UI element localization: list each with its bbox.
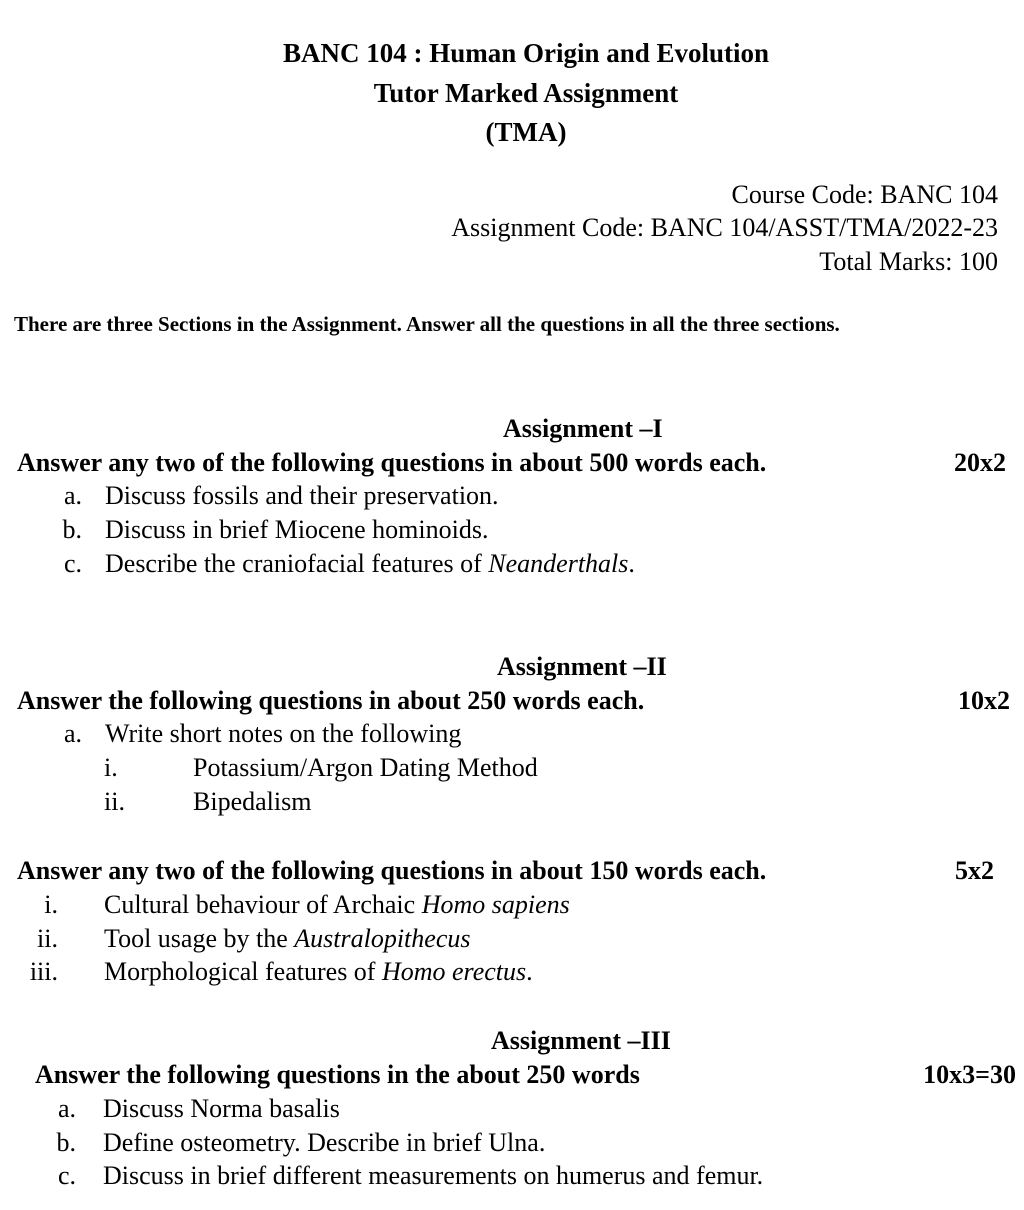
document-abbreviation: (TMA)	[485, 117, 567, 147]
question-text: Discuss fossils and their preservation.	[105, 481, 499, 510]
question-label: b.	[62, 515, 82, 544]
assignment-3-marks: 10x3=30	[923, 1060, 1016, 1089]
question-text: Cultural behaviour of Archaic	[104, 890, 422, 919]
subitem-label: ii.	[104, 787, 125, 816]
assignment-code: Assignment Code: BANC 104/ASST/TMA/2022-23	[451, 213, 998, 242]
question-label: a.	[63, 719, 82, 748]
subitem	[104, 753, 538, 783]
assignment-2-part1-instruction: Answer the following questions in about 250 words each.	[17, 686, 645, 715]
subitem-text: Potassium/Argon Dating Method	[193, 753, 538, 782]
question-item	[50, 1094, 340, 1124]
question-italic-term: Australopithecus	[294, 924, 471, 953]
question-item	[20, 957, 533, 987]
subitem-text: Bipedalism	[193, 787, 312, 816]
question-label: c.	[63, 549, 82, 578]
question-text: Discuss Norma basalis	[103, 1094, 340, 1123]
question-item	[20, 890, 570, 920]
assignment-2-part2-marks: 5x2	[955, 856, 994, 885]
assignment-3-title: Assignment –III	[491, 1026, 671, 1055]
assignment-2-part2-instruction: Answer any two of the following questions in about 150 words each.	[17, 856, 767, 885]
question-text: Describe the craniofacial features of	[105, 549, 489, 578]
assignment-1-instruction: Answer any two of the following questions in about 500 words each.	[17, 448, 767, 477]
document-subtitle: Tutor Marked Assignment	[373, 78, 679, 108]
question-italic-term: Neanderthals	[488, 549, 629, 578]
question-italic-term: Homo sapiens	[421, 890, 570, 919]
question-text: Write short notes on the following	[105, 719, 462, 748]
question-label: b.	[56, 1128, 76, 1157]
course-code: Course Code: BANC 104	[731, 180, 998, 209]
question-item	[56, 481, 499, 511]
question-item	[56, 549, 635, 579]
question-label: a.	[57, 1094, 76, 1123]
intro-instructions: There are three Sections in the Assignment. Answer all the questions in all the three sections.	[14, 312, 840, 336]
question-item	[56, 719, 461, 749]
question-label: iii.	[29, 957, 58, 986]
question-text: Morphological features of	[104, 957, 382, 986]
question-text: Tool usage by the	[104, 924, 295, 953]
document-title: BANC 104 : Human Origin and Evolution	[282, 38, 770, 68]
question-item	[20, 924, 470, 954]
question-label: i.	[44, 890, 58, 919]
question-item	[50, 1128, 545, 1158]
assignment-3-instruction: Answer the following questions in the about 250 words	[35, 1060, 640, 1089]
assignment-2-title: Assignment –II	[497, 652, 667, 681]
subitem-label: i.	[104, 753, 118, 782]
total-marks: Total Marks: 100	[819, 247, 998, 276]
subitem	[104, 787, 311, 817]
assignment-1-title: Assignment –I	[503, 414, 663, 443]
question-label: a.	[63, 481, 82, 510]
question-punctuation: .	[628, 549, 635, 578]
question-label: c.	[57, 1161, 76, 1190]
assignment-2-part1-marks: 10x2	[958, 686, 1010, 715]
question-label: ii.	[37, 924, 58, 953]
question-text: Discuss in brief different measurements on humerus and femur.	[103, 1161, 764, 1190]
assignment-1-marks: 20x2	[954, 448, 1006, 477]
question-punctuation: .	[526, 957, 533, 986]
question-item	[50, 1161, 763, 1191]
question-item	[56, 515, 488, 545]
question-text: Discuss in brief Miocene hominoids.	[105, 515, 489, 544]
question-text: Define osteometry. Describe in brief Ulna.	[103, 1128, 546, 1157]
question-italic-term: Homo erectus	[381, 957, 527, 986]
